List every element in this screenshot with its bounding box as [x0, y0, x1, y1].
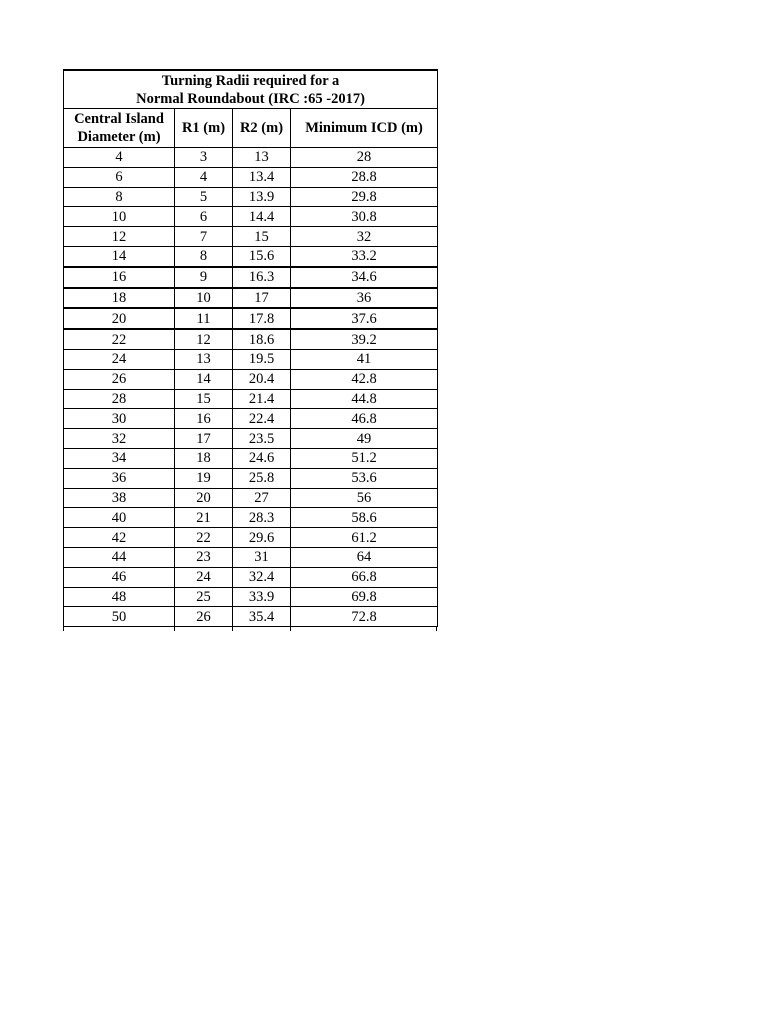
- cell-minimum-icd: 49: [291, 429, 438, 449]
- cell-minimum-icd: 41: [291, 349, 438, 369]
- cell-central-island-diameter: 8: [64, 187, 175, 207]
- cell-central-island-diameter: 14: [64, 246, 175, 266]
- cell-minimum-icd: 69.8: [291, 587, 438, 607]
- trailing-gridlines: [63, 627, 437, 631]
- table-row: [64, 409, 438, 429]
- cell-minimum-icd: 42.8: [291, 369, 438, 389]
- cell-central-island-diameter: 4: [64, 148, 175, 168]
- cell-central-island-diameter: 42: [64, 528, 175, 548]
- cell-minimum-icd: 37.6: [291, 308, 438, 329]
- cell-minimum-icd: 64: [291, 547, 438, 567]
- cell-central-island-diameter: 44: [64, 547, 175, 567]
- cell-minimum-icd: 39.2: [291, 329, 438, 349]
- cell-minimum-icd: 61.2: [291, 528, 438, 548]
- table-row: [64, 448, 438, 468]
- table-title-row: [64, 70, 438, 109]
- cell-minimum-icd: 46.8: [291, 409, 438, 429]
- cell-r2: 18.6: [233, 329, 291, 349]
- cell-r1: 7: [175, 227, 233, 247]
- cell-r1: 25: [175, 587, 233, 607]
- table-row: [64, 148, 438, 168]
- cell-r2: 17.8: [233, 308, 291, 329]
- cell-minimum-icd: 56: [291, 488, 438, 508]
- table-row: [64, 227, 438, 247]
- cell-r1: 19: [175, 468, 233, 488]
- table-row: [64, 207, 438, 227]
- cell-r2: 22.4: [233, 409, 291, 429]
- header-r1: R1 (m): [175, 109, 233, 148]
- cell-minimum-icd: 28: [291, 148, 438, 168]
- cell-r2: 13: [233, 148, 291, 168]
- cell-central-island-diameter: 38: [64, 488, 175, 508]
- table-row: [64, 308, 438, 329]
- cell-r2: 19.5: [233, 349, 291, 369]
- spreadsheet-area: [63, 69, 437, 627]
- cell-r1: 24: [175, 567, 233, 587]
- table-row: [64, 429, 438, 449]
- table-title: [64, 70, 438, 109]
- table-row: [64, 587, 438, 607]
- cell-r1: 4: [175, 167, 233, 187]
- table-row: [64, 567, 438, 587]
- cell-r1: 21: [175, 508, 233, 528]
- cell-r2: 29.6: [233, 528, 291, 548]
- cell-central-island-diameter: 10: [64, 207, 175, 227]
- cell-minimum-icd: 34.6: [291, 267, 438, 288]
- table-row: [64, 288, 438, 309]
- cell-r2: 13.4: [233, 167, 291, 187]
- cell-central-island-diameter: 32: [64, 429, 175, 449]
- cell-central-island-diameter: 6: [64, 167, 175, 187]
- cell-r1: 16: [175, 409, 233, 429]
- cell-r2: 31: [233, 547, 291, 567]
- cell-minimum-icd: 72.8: [291, 607, 438, 627]
- cell-minimum-icd: 29.8: [291, 187, 438, 207]
- cell-minimum-icd: 32: [291, 227, 438, 247]
- cell-central-island-diameter: 22: [64, 329, 175, 349]
- cell-r2: 15: [233, 227, 291, 247]
- cell-minimum-icd: 33.2: [291, 246, 438, 266]
- cell-central-island-diameter: 34: [64, 448, 175, 468]
- cell-r1: 14: [175, 369, 233, 389]
- table-row: [64, 369, 438, 389]
- cell-r1: 10: [175, 288, 233, 309]
- header-col1-line1: Central Island: [74, 111, 164, 127]
- table-row: [64, 468, 438, 488]
- cell-r2: 16.3: [233, 267, 291, 288]
- cell-minimum-icd: 28.8: [291, 167, 438, 187]
- cell-central-island-diameter: 46: [64, 567, 175, 587]
- table-row: [64, 246, 438, 266]
- cell-central-island-diameter: 20: [64, 308, 175, 329]
- cell-central-island-diameter: 16: [64, 267, 175, 288]
- cell-r2: 24.6: [233, 448, 291, 468]
- table-row: [64, 607, 438, 627]
- cell-r1: 6: [175, 207, 233, 227]
- cell-r2: 25.8: [233, 468, 291, 488]
- cell-central-island-diameter: 50: [64, 607, 175, 627]
- table-row: [64, 167, 438, 187]
- table-row: [64, 508, 438, 528]
- table-title-line2: Normal Roundabout (IRC :65 -2017): [136, 90, 365, 107]
- cell-r1: 3: [175, 148, 233, 168]
- header-r2: R2 (m): [233, 109, 291, 148]
- cell-central-island-diameter: 26: [64, 369, 175, 389]
- cell-minimum-icd: 44.8: [291, 389, 438, 409]
- table-body: [64, 148, 438, 627]
- cell-r1: 13: [175, 349, 233, 369]
- cell-central-island-diameter: 28: [64, 389, 175, 409]
- table-title-line1: Turning Radii required for a: [161, 72, 340, 89]
- cell-r1: 11: [175, 308, 233, 329]
- cell-central-island-diameter: 30: [64, 409, 175, 429]
- cell-r2: 35.4: [233, 607, 291, 627]
- cell-minimum-icd: 30.8: [291, 207, 438, 227]
- cell-central-island-diameter: 12: [64, 227, 175, 247]
- cell-central-island-diameter: 48: [64, 587, 175, 607]
- table-row: [64, 488, 438, 508]
- table-row: [64, 267, 438, 288]
- cell-r1: 15: [175, 389, 233, 409]
- cell-central-island-diameter: 36: [64, 468, 175, 488]
- table-row: [64, 187, 438, 207]
- table-row: [64, 349, 438, 369]
- cell-r2: 15.6: [233, 246, 291, 266]
- cell-central-island-diameter: 24: [64, 349, 175, 369]
- cell-minimum-icd: 36: [291, 288, 438, 309]
- table-row: [64, 329, 438, 349]
- cell-r1: 5: [175, 187, 233, 207]
- table-row: [64, 528, 438, 548]
- cell-r2: 33.9: [233, 587, 291, 607]
- cell-r1: 20: [175, 488, 233, 508]
- cell-r1: 9: [175, 267, 233, 288]
- cell-r1: 12: [175, 329, 233, 349]
- cell-minimum-icd: 58.6: [291, 508, 438, 528]
- cell-r2: 28.3: [233, 508, 291, 528]
- turning-radii-table: [63, 69, 438, 627]
- table-row: [64, 389, 438, 409]
- cell-minimum-icd: 51.2: [291, 448, 438, 468]
- cell-r1: 22: [175, 528, 233, 548]
- cell-r2: 27: [233, 488, 291, 508]
- cell-central-island-diameter: 40: [64, 508, 175, 528]
- cell-r2: 23.5: [233, 429, 291, 449]
- header-minimum-icd: Minimum ICD (m): [291, 109, 438, 148]
- column-header-row: [64, 109, 438, 148]
- cell-r1: 18: [175, 448, 233, 468]
- cell-minimum-icd: 53.6: [291, 468, 438, 488]
- cell-minimum-icd: 66.8: [291, 567, 438, 587]
- cell-r2: 20.4: [233, 369, 291, 389]
- cell-r2: 14.4: [233, 207, 291, 227]
- cell-r1: 23: [175, 547, 233, 567]
- cell-r2: 13.9: [233, 187, 291, 207]
- table-row: [64, 547, 438, 567]
- cell-central-island-diameter: 18: [64, 288, 175, 309]
- header-central-island-diameter: [64, 109, 175, 148]
- cell-r2: 21.4: [233, 389, 291, 409]
- cell-r2: 17: [233, 288, 291, 309]
- cell-r1: 26: [175, 607, 233, 627]
- header-col1-line2: Diameter (m): [77, 129, 161, 145]
- cell-r1: 17: [175, 429, 233, 449]
- cell-r2: 32.4: [233, 567, 291, 587]
- cell-r1: 8: [175, 246, 233, 266]
